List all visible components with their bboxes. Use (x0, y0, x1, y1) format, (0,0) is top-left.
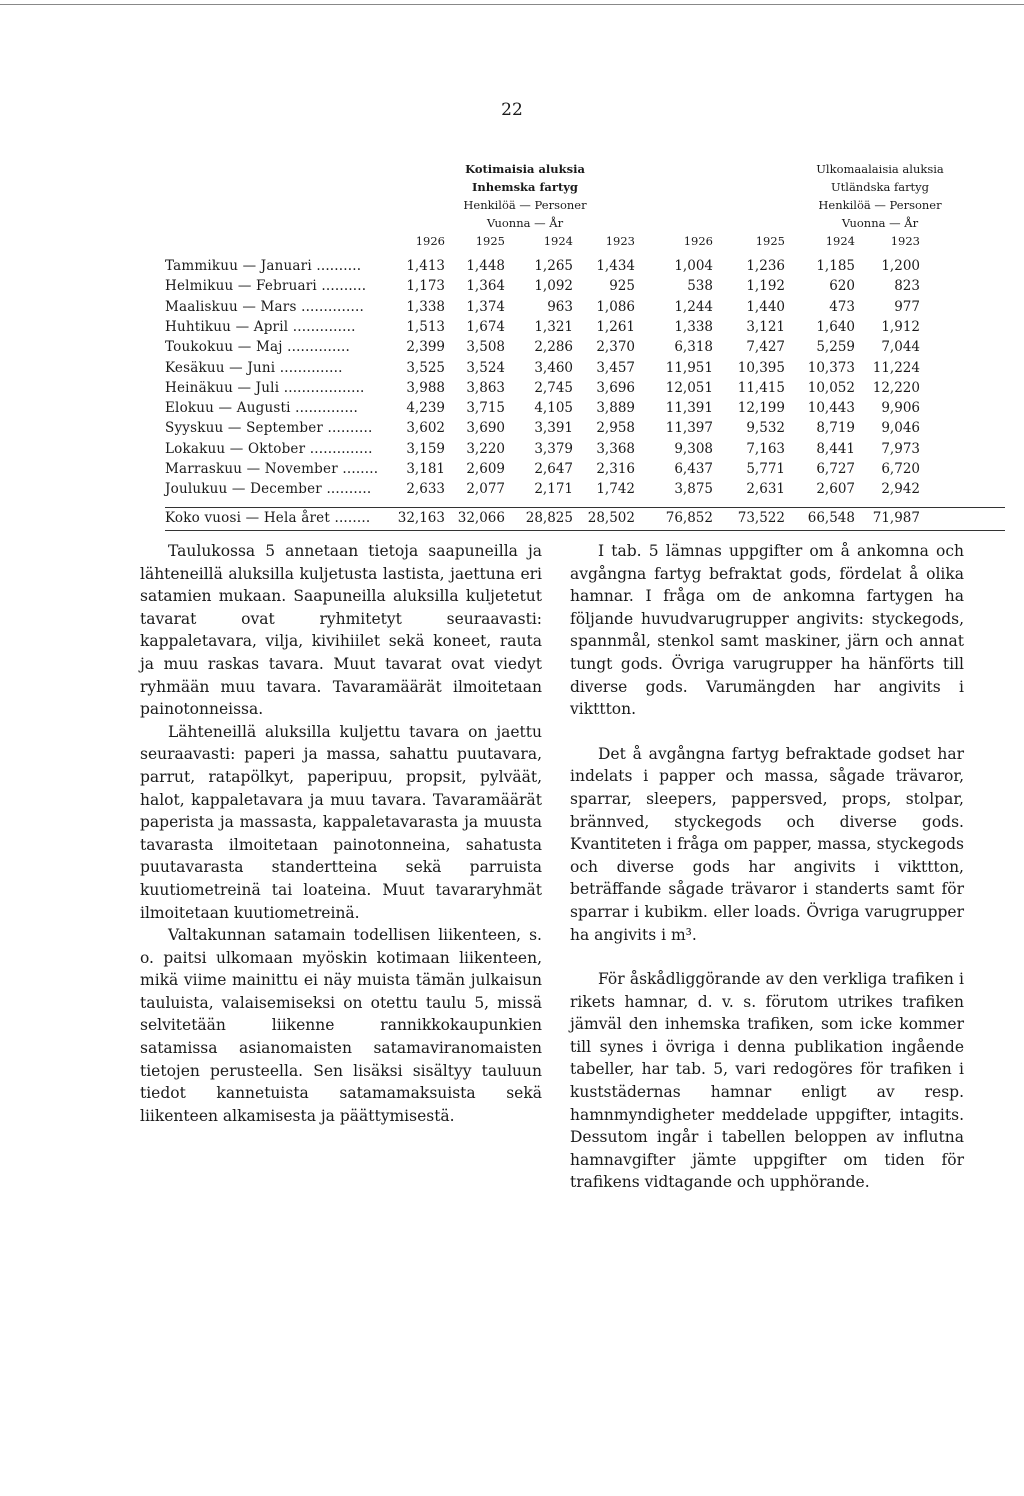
row-label: Helmikuu — Februari .......... (165, 278, 367, 295)
table-cell: 6,727 (816, 461, 855, 477)
table-cell: 3,508 (466, 339, 505, 356)
table-row (165, 481, 1005, 501)
table-cell: 1,200 (881, 258, 920, 274)
paragraph: Taulukossa 5 annetaan tietoja saapuneilla ja lähteneillä aluksilla kuljetusta lastista, jaettuna eri satamien mukaan. Saapuneilla aluksilla kuljetetut tavarat ovat ryhmitetyt seuraavasti: kappaletavara, vilja, kivihiilet sekä koneet, rauta ja muu raskas tavara. Muut tavarat ovat viedyt ryhmään muu tavara. Tavaramäärät ilmoitetaan painotonneissa. (140, 542, 542, 719)
paragraph: För åskådliggörande av den verkliga trafiken i rikets hamnar, d. v. s. förutom utrikes trafiken jämväl den inhemska trafiken, som icke kommer till synes i övriga i denna publikation ingående tabeller, har tab. 5, vari redogöres för trafiken i kuststädernas hamnar enligt av resp. hamnmyndigheter meddelade uppgifter, intagits. Dessutom ingår i tabellen beloppen av influtna hamnavgifter jämte uppgifter om tiden för trafikens vidtagande och upphörande. (570, 970, 964, 1192)
table-cell: 3,121 (746, 318, 785, 335)
table-cell: 9,046 (881, 420, 920, 437)
table-cell: 10,373 (807, 359, 855, 376)
table-cell: 3,524 (466, 359, 505, 376)
table-cell: 2,077 (466, 481, 505, 498)
table-cell: 3,875 (674, 481, 713, 498)
table-cell: 12,220 (872, 379, 920, 396)
foreign-persons: Henkilöä — Personer (818, 198, 942, 212)
table-cell: 2,607 (816, 481, 855, 498)
table-row (165, 258, 1005, 278)
total-cell: 71,987 (872, 510, 920, 526)
table-row (165, 339, 1005, 359)
table-cell: 3,696 (596, 379, 635, 396)
table-cell: 8,441 (816, 440, 855, 457)
table-cell: 7,044 (881, 339, 920, 356)
table-cell: 9,308 (674, 440, 713, 457)
table-cell: 823 (894, 278, 920, 295)
table-cell: 3,391 (534, 420, 573, 437)
table-cell: 2,171 (534, 481, 573, 498)
table-cell: 1,173 (406, 278, 445, 295)
domestic-title-sv: Inhemska fartyg (472, 180, 578, 194)
table-cell: 1,338 (674, 318, 713, 335)
row-label: Heinäkuu — Juli .................. (165, 379, 365, 396)
table-cell: 1,338 (406, 298, 445, 315)
row-label: Marraskuu — November ........ (165, 461, 379, 477)
row-label: Maaliskuu — Mars .............. (165, 298, 364, 315)
table-cell: 8,719 (816, 420, 855, 437)
table-cell: 2,633 (406, 481, 445, 498)
table-cell: 6,437 (674, 461, 713, 477)
total-cell: 76,852 (665, 510, 713, 526)
total-cell: 73,522 (737, 510, 785, 526)
table-cell: 9,906 (881, 400, 920, 417)
total-cell: 28,502 (587, 510, 635, 526)
table-cell: 3,220 (466, 440, 505, 457)
table-cell: 11,397 (665, 420, 713, 437)
table-cell: 3,715 (466, 400, 505, 417)
table-cell: 2,399 (406, 339, 445, 356)
table-cell: 6,318 (674, 339, 713, 356)
domestic-title-fi: Kotimaisia aluksia (465, 162, 585, 176)
table-row (165, 441, 1005, 461)
table-cell: 1,236 (746, 258, 785, 274)
table-cell: 2,370 (596, 339, 635, 356)
table-cell: 1,086 (596, 298, 635, 315)
table-cell: 963 (547, 298, 573, 315)
table-cell: 1,742 (596, 481, 635, 498)
table-cell: 538 (687, 278, 713, 295)
table-cell: 1,321 (534, 318, 573, 335)
row-label: Toukokuu — Maj .............. (165, 339, 350, 356)
table-cell: 4,105 (534, 400, 573, 417)
table-cell: 473 (829, 298, 855, 315)
top-rule (0, 4, 1024, 5)
year-header-row (165, 234, 1005, 254)
table-cell: 2,631 (746, 481, 785, 498)
table-cell: 2,316 (596, 461, 635, 477)
paragraph: Det å avgångna fartyg befraktade godset har indelats i papper och massa, sågade trävaror, sparrar, sleepers, pappersved, props, stolpar, brännved, styckegods och diverse gods. Kvantiteten i fråga om papper, massa, styckegods och diverse gods har angivits i vikttton, beträffande sågade trävaror i standerts samt för sparrar i kubikm. eller loads. Övriga varugrupper ha angivits i m³. (570, 744, 964, 944)
table-cell: 2,942 (881, 481, 920, 498)
table-cell: 11,951 (665, 359, 713, 376)
paragraph: Lähteneillä aluksilla kuljettu tavara on jaettu seuraavasti: paperi ja massa, sahattu puutavara, parrut, ratapölkyt, paperipuu, propsit, pylväät, halot, kappaletavara ja muu tavara. Tavaramäärät paperista ja massasta, kappaletavarasta ja muusta tavarasta ilmoitetaan painotonneina, sahatusta puutavarasta standertteina sekä parruista kuutiometreinä tai loateina. Muut tavararyhmät ilmoitetaan kuutiometreinä. (140, 722, 542, 922)
year-header-6: 1924 (825, 234, 855, 248)
table-cell: 1,364 (466, 278, 505, 295)
table-cell: 977 (894, 298, 920, 315)
bottom-rule (165, 530, 1005, 531)
table-cell: 12,051 (665, 379, 713, 396)
row-label: Joulukuu — December .......... (165, 481, 372, 498)
table-cell: 7,427 (746, 339, 785, 356)
year-header-0: 1926 (415, 234, 445, 248)
table-cell: 10,052 (807, 379, 855, 396)
table-cell: 1,092 (534, 278, 573, 295)
table-cell: 3,525 (406, 359, 445, 376)
year-header-1: 1925 (475, 234, 505, 248)
table-cell: 11,415 (737, 379, 785, 396)
table-cell: 7,163 (746, 440, 785, 457)
domestic-persons: Henkilöä — Personer (463, 198, 587, 212)
table-cell: 12,199 (737, 400, 785, 417)
row-label: Lokakuu — Oktober .............. (165, 440, 373, 457)
row-label: Huhtikuu — April .............. (165, 318, 356, 335)
swedish-text-column (570, 540, 964, 1194)
row-label: Tammikuu — Januari .......... (165, 258, 362, 274)
table-cell: 2,745 (534, 379, 573, 396)
table-row (165, 360, 1005, 380)
table-cell: 1,674 (466, 318, 505, 335)
year-header-4: 1926 (683, 234, 713, 248)
paragraph: I tab. 5 lämnas uppgifter om å ankomna och avgångna fartyg befraktat gods, fördelat å olika hamnar. I fråga om de ankomna fartygen ha följande huvudvarugrupper angivits: styckegods, spannmål, stenkol samt maskiner, järn och annat tungt gods. Övriga varugrupper ha hänförts till diverse gods. Varumängden har angivits i vikttton. (570, 542, 964, 719)
table-cell: 3,988 (406, 379, 445, 396)
finnish-text-column (140, 540, 542, 1127)
year-header-7: 1923 (890, 234, 920, 248)
table-cell: 1,440 (746, 298, 785, 315)
table-cell: 620 (829, 278, 855, 295)
table-cell: 3,863 (466, 379, 505, 396)
table-cell: 10,443 (807, 400, 855, 417)
table-cell: 3,368 (596, 440, 635, 457)
total-rule (165, 507, 1005, 508)
paragraph-gap (570, 721, 964, 743)
row-label: Kesäkuu — Juni .............. (165, 359, 343, 376)
table-cell: 2,286 (534, 339, 573, 356)
table-cell: 9,532 (746, 420, 785, 437)
table-cell: 1,265 (534, 258, 573, 274)
table-cell: 5,771 (746, 461, 785, 477)
year-header-2: 1924 (543, 234, 573, 248)
foreign-title-fi: Ulkomaalaisia aluksia (816, 162, 944, 176)
table-row (165, 420, 1005, 440)
table-cell: 11,391 (665, 400, 713, 417)
table-cell: 6,720 (881, 461, 920, 477)
table-cell: 1,912 (881, 318, 920, 335)
table-cell: 10,395 (737, 359, 785, 376)
total-cell: 28,825 (525, 510, 573, 526)
table-cell: 1,448 (466, 258, 505, 274)
table-cell: 11,224 (872, 359, 920, 376)
table-cell: 1,185 (816, 258, 855, 274)
year-header-3: 1923 (605, 234, 635, 248)
table-cell: 1,192 (746, 278, 785, 295)
table-row (165, 400, 1005, 420)
total-label: Koko vuosi — Hela året ........ (165, 510, 371, 526)
table-cell: 1,434 (596, 258, 635, 274)
table-cell: 5,259 (816, 339, 855, 356)
row-label: Syyskuu — September .......... (165, 420, 373, 437)
table-cell: 3,690 (466, 420, 505, 437)
table-cell: 3,889 (596, 400, 635, 417)
table-cell: 1,413 (406, 258, 445, 274)
total-cell: 32,066 (457, 510, 505, 526)
table-row (165, 319, 1005, 339)
total-cell: 66,548 (807, 510, 855, 526)
table-cell: 1,004 (674, 258, 713, 274)
domestic-year-label: Vuonna — År (486, 216, 564, 230)
table-cell: 4,239 (406, 400, 445, 417)
table-cell: 1,261 (596, 318, 635, 335)
table-cell: 925 (609, 278, 635, 295)
table-row (165, 461, 1005, 481)
total-cell: 32,163 (397, 510, 445, 526)
table-cell: 3,159 (406, 440, 445, 457)
table-cell: 2,609 (466, 461, 505, 477)
page-number: 22 (501, 100, 523, 120)
table-cell: 1,640 (816, 318, 855, 335)
total-row (165, 510, 1005, 530)
table-row (165, 278, 1005, 298)
foreign-year-label: Vuonna — År (841, 216, 919, 230)
table-cell: 1,244 (674, 298, 713, 315)
table-cell: 2,958 (596, 420, 635, 437)
table-cell: 3,181 (406, 461, 445, 477)
paragraph: Valtakunnan satamain todellisen liikenteen, s. o. paitsi ulkomaan myöskin kotimaan liikenteen, mikä viime mainittu ei näy muista tämän julkaisun tauluista, valaisemiseksi on otettu taulu 5, missä selvitetään liikenne rannikkokaupunkien satamissa asianomaisten satamaviranomaisten tietojen perusteella. Sen lisäksi sisältyy tauluun tiedot kannetuista satamamaksuista sekä liikenteen alkamisesta ja päättymisestä. (140, 926, 542, 1125)
table-cell: 7,973 (881, 440, 920, 457)
table-cell: 3,457 (596, 359, 635, 376)
table-row (165, 299, 1005, 319)
table-cell: 2,647 (534, 461, 573, 477)
table-cell: 3,379 (534, 440, 573, 457)
table-row (165, 380, 1005, 400)
year-header-5: 1925 (755, 234, 785, 248)
row-label: Elokuu — Augusti .............. (165, 400, 358, 417)
foreign-title-sv: Utländska fartyg (830, 180, 930, 194)
table-cell: 3,460 (534, 359, 573, 376)
table-cell: 1,374 (466, 298, 505, 315)
table-cell: 1,513 (406, 318, 445, 335)
paragraph-gap (570, 946, 964, 968)
table-cell: 3,602 (406, 420, 445, 437)
